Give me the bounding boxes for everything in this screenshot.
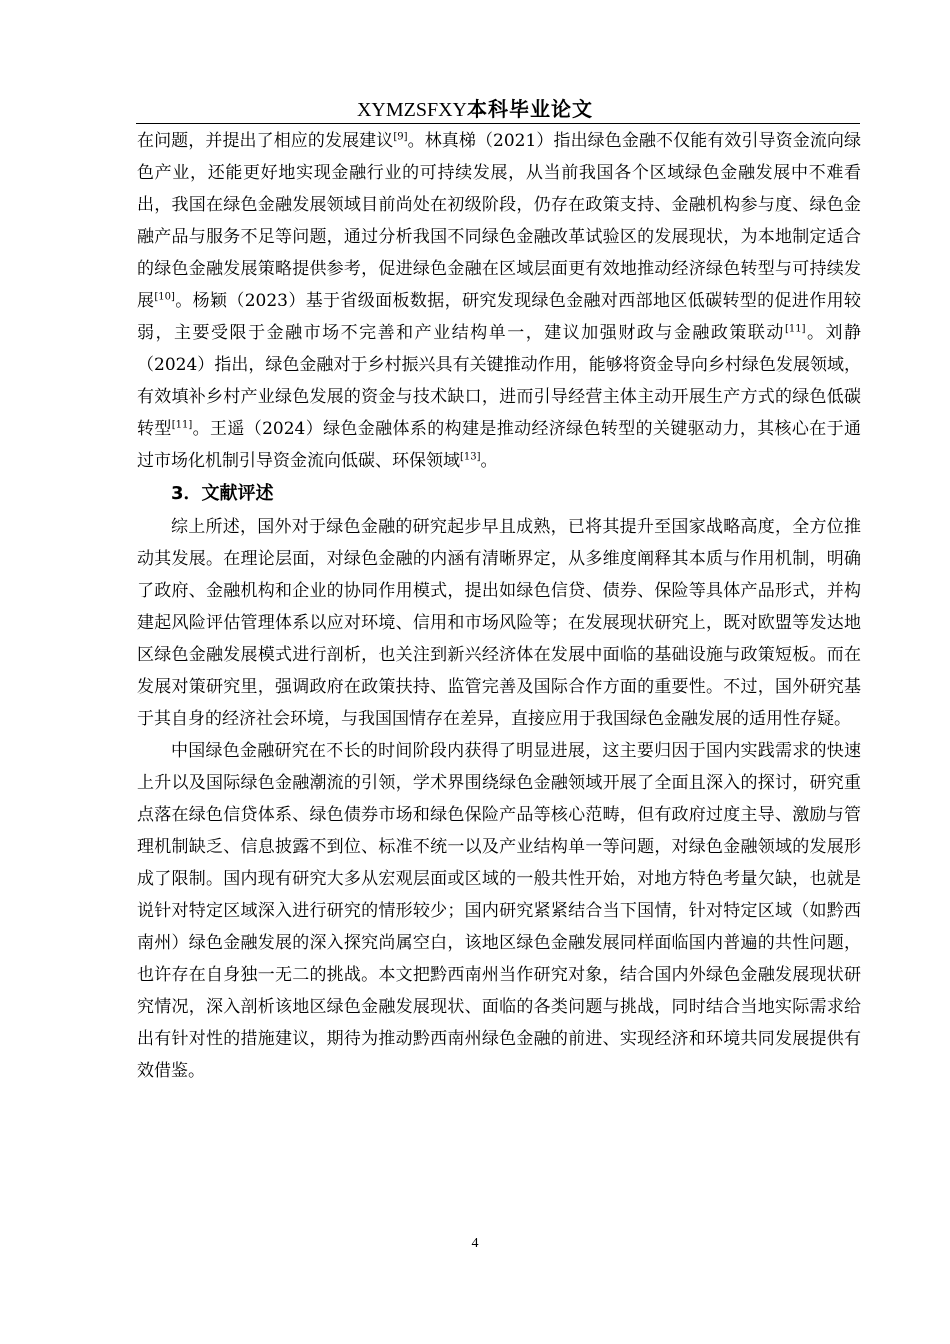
header-rule: [136, 123, 860, 124]
paragraph-text: 。杨颖（2023）基于省级面板数据，研究发现绿色金融对西部地区低碳转型的促进作用较弱，主要受限于金融市场不完善和产业结构单一，建议加强财政与金融政策联动: [137, 291, 862, 343]
page-number: 4: [471, 1236, 479, 1251]
header-title: 本科毕业论文: [467, 97, 594, 121]
section-heading: 3．文献评述: [171, 483, 274, 504]
citation: [11]: [784, 323, 806, 335]
citation: [13]: [460, 451, 481, 463]
paragraph-continuation: [137, 125, 861, 477]
paragraph-text: 。刘静（2024）指出，绿色金融对于乡村振兴具有关键推动作用，能够将资金导向乡村绿色发展领域，有效填补乡村产业绿色发展的资金与技术缺口，进而引导经营主体主动开展生产方式的绿色低碳转型: [137, 323, 862, 439]
page-header: [0, 96, 950, 123]
citation: [11]: [171, 419, 193, 431]
header-code: XYMZSFXY: [356, 99, 468, 121]
citation: [9]: [393, 131, 408, 143]
paragraph-text: 。林真梯（2021）指出绿色金融不仅能有效引导资金流向绿色产业，还能更好地实现金融行业的可持续发展，从当前我国各个区域绿色金融发展中不难看出，我国在绿色金融发展领域目前尚处在初级阶段，仍存在政策支持、金融机构参与度、绿色金融产品与服务不足等问题，通过分析我国不同绿色金融改革试验区的发展现状，为本地制定适合的绿色金融发展策略提供参考，促进绿色金融在区域层面更有效地推动经济绿色转型与可持续发展: [137, 131, 862, 311]
paragraph-text: 在问题，并提出了相应的发展建议: [137, 131, 394, 151]
citation: [10]: [154, 291, 175, 303]
page-body: [137, 125, 861, 1087]
paragraph-domestic-research: 中国绿色金融研究在不长的时间阶段内获得了明显进展，这主要归因于国内实践需求的快速上升以及国际绿色金融潮流的引领，学术界围绕绿色金融领域开展了全面且深入的探讨，研究重点落在绿色信贷体系、绿色债券市场和绿色保险产品等核心范畴，但有政府过度主导、激励与管理机制缺乏、信息披露不到位、标准不统一以及产业结构单一等问题，对绿色金融领域的发展形成了限制。国内现有研究大多从宏观层面或区域的一般共性开始，对地方特色考量欠缺，也就是说针对特定区域深入进行研究的情形较少；国内研究紧紧结合当下国情，针对特定区域（如黔西南州）绿色金融发展的深入探究尚属空白，该地区绿色金融发展同样面临国内普遍的共性问题，也许存在自身独一无二的挑战。本文把黔西南州当作研究对象，结合国内外绿色金融发展现状研究情况，深入剖析该地区绿色金融发展现状、面临的各类问题与挑战，同时结合当地实际需求给出有针对性的措施建议，期待为推动黔西南州绿色金融的前进、实现经济和环境共同发展提供有效借鉴。: [137, 741, 861, 1081]
paragraph-text: 。: [480, 451, 498, 471]
paragraph-text: 。王遥（2024）绿色金融体系的构建是推动经济绿色转型的关键驱动力，其核心在于通过市场化机制引导资金流向低碳、环保领域: [137, 419, 862, 471]
paragraph-summary: 综上所述，国外对于绿色金融的研究起步早且成熟，已将其提升至国家战略高度，全方位推动其发展。在理论层面，对绿色金融的内涵有清晰界定，从多维度阐释其本质与作用机制，明确了政府、金融机构和企业的协同作用模式，提出如绿色信贷、债券、保险等具体产品形式，并构建起风险评估管理体系以应对环境、信用和市场风险等；在发展现状研究上，既对欧盟等发达地区绿色金融发展模式进行剖析，也关注到新兴经济体在发展中面临的基础设施与政策短板。而在发展对策研究里，强调政府在政策扶持、监管完善及国际合作方面的重要性。不过，国外研究基于其自身的经济社会环境，与我国国情存在差异，直接应用于我国绿色金融发展的适用性存疑。: [137, 517, 861, 729]
